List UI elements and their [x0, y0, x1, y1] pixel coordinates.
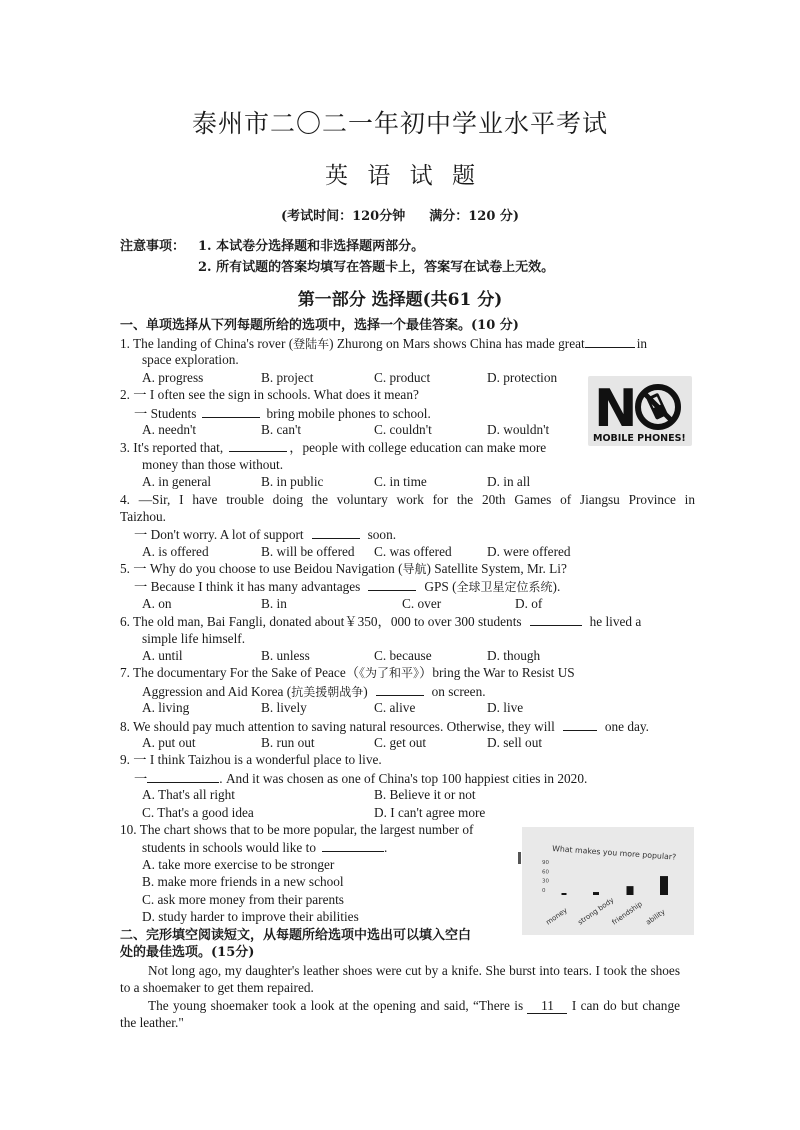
- y-tick-label: 0: [542, 888, 546, 894]
- option-d: D. of: [515, 595, 543, 611]
- option-b: B. run out: [261, 734, 315, 750]
- sign-caption: MOBILE PHONES!: [593, 433, 686, 444]
- option-b: B. make more friends in a new school: [142, 874, 344, 890]
- option-a: A. in general: [142, 474, 212, 490]
- q7-text-b: ）bring the War to Resist US: [419, 665, 575, 681]
- passage-paragraph-2: [120, 997, 680, 1032]
- q6-text-b: he lived a: [589, 614, 642, 630]
- exam-info: [0, 205, 800, 224]
- x-label-money: money: [544, 906, 569, 927]
- question-8: [120, 717, 695, 734]
- popularity-chart: [522, 827, 694, 935]
- option-a: A. needn't: [142, 421, 197, 437]
- answer-blank: [563, 717, 597, 731]
- q3-options: [120, 473, 695, 490]
- option-b: B. can't: [261, 421, 302, 437]
- option-a: A. until: [142, 648, 183, 664]
- p2-text-a: The young shoemaker took a look at the opening and said, “There is: [148, 997, 524, 1013]
- q3-line-2: money than those without.: [142, 456, 284, 472]
- answer-blank: [368, 577, 416, 591]
- section2-heading: [120, 927, 471, 962]
- option-b: B. unless: [261, 648, 310, 664]
- q5-text-b2: GPS (: [424, 579, 457, 595]
- option-c: C. ask more money from their parents: [142, 891, 344, 907]
- option-a: A. put out: [142, 734, 196, 750]
- passage-paragraph-1: Not long ago, my daughter's leather shoes were cut by a knife. She burst into tears. I took the shoes to a shoemaker to get them repaired.: [120, 963, 680, 996]
- cloze-blank-11: 11: [527, 999, 567, 1014]
- answer-blank: [322, 838, 384, 852]
- q10-text-b: .: [383, 840, 388, 856]
- notice-item-2: 2. 所有试题的答案均填写在答题卡上，答案写在试卷上无效。: [198, 260, 555, 275]
- q5-text-cn2: 全球卫星定位系统: [456, 580, 553, 595]
- q1-line-2: space exploration.: [142, 352, 239, 368]
- option-b: B. in public: [261, 474, 324, 490]
- option-d: D. I can't agree more: [374, 804, 486, 820]
- option-c: C. because: [374, 648, 432, 664]
- q1-text-c: in: [636, 336, 648, 351]
- q7-text-c2: on screen.: [431, 683, 486, 699]
- x-label-ability: ability: [644, 907, 667, 927]
- q9-text-a: 一: [134, 770, 148, 786]
- q9-options-row-1: [120, 786, 695, 803]
- notice-label: 注意事项：: [120, 239, 186, 254]
- q10-text-a: students in schools would like to: [142, 840, 316, 856]
- question-4: 4. —Sir, I have trouble doing the voluntary work for the 20th Games of Jiangsu Province in: [120, 491, 695, 507]
- exam-time: (考试时间：120分钟: [280, 209, 406, 224]
- option-a: A. on: [142, 595, 172, 611]
- q1-text-b: ) Zhurong on Mars shows China has made great: [329, 336, 585, 351]
- option-c: C. over: [402, 595, 442, 611]
- exam-subtitle: 英 语 试 题: [325, 163, 475, 189]
- bar-friendship: [627, 886, 634, 895]
- q5-line-2: [120, 577, 695, 594]
- q7-text-cn2: 抗美援朝战争: [291, 684, 364, 699]
- q5-options: [120, 595, 695, 612]
- question-7: [120, 664, 695, 681]
- question-6: [120, 612, 695, 629]
- no-mobile-phone-icon: [588, 376, 692, 446]
- chart-title: What makes you more popular?: [551, 844, 677, 862]
- section1-heading: 一、单项选择从下列每题所给的选项中，选择一个最佳答案。(10 分): [120, 318, 519, 333]
- q7-text-a2: Aggression and Aid Korea (: [142, 683, 292, 699]
- q2-text-a: 一 Students: [134, 405, 197, 421]
- option-c: C. couldn't: [374, 421, 432, 437]
- question-2: 2. 一 I often see the sign in schools. What does it mean?: [120, 387, 419, 403]
- section2-heading-line-1: 二、完形填空阅读短文，从每题所给选项中选出可以填入空白: [120, 928, 472, 943]
- y-tick-label: 90: [542, 860, 549, 866]
- option-c: C. That's a good idea: [142, 804, 254, 820]
- bar-money: [562, 893, 567, 895]
- option-d: D. protection: [487, 369, 558, 385]
- option-b: B. project: [261, 369, 314, 385]
- q7-line-2: [120, 682, 695, 699]
- option-a: A. take more exercise to be stronger: [142, 856, 335, 872]
- option-d: D. though: [487, 648, 541, 664]
- option-b: B. Believe it or not: [374, 787, 476, 803]
- q6-text-a: 6. The old man, Bai Fangli, donated about￥350，000 to over 300 students: [120, 614, 522, 630]
- q4-text-a: 一 Don't worry. A lot of support: [134, 527, 304, 543]
- q5-text-a2: 一 Because I think it has many advantages: [134, 579, 361, 595]
- q8-text-a: 8. We should pay much attention to saving natural resources. Otherwise, they will: [120, 718, 555, 734]
- q7-options: [120, 699, 695, 716]
- x-label-friendship: friendship: [610, 900, 644, 927]
- question-1: [120, 334, 695, 351]
- q1-text-cn: 登陆车: [293, 337, 330, 351]
- answer-blank: [376, 682, 424, 696]
- answer-blank: [202, 404, 260, 418]
- option-a: A. That's all right: [142, 787, 236, 803]
- bar-strong-body: [593, 892, 599, 895]
- q5-text-cn: 导航: [402, 562, 427, 577]
- option-a: A. progress: [142, 369, 204, 385]
- option-c: C. was offered: [374, 543, 452, 559]
- question-9: 9. 一 I think Taizhou is a wonderful place to live.: [120, 752, 382, 768]
- notice-item-1: 1. 本试卷分选择题和非选择题两部分。: [198, 239, 425, 254]
- question-5: [120, 560, 695, 577]
- option-d: D. in all: [487, 474, 531, 490]
- cloze-passage: [120, 962, 680, 1032]
- option-c: C. alive: [374, 700, 416, 716]
- q8-options: [120, 734, 695, 751]
- exam-title: 泰州市二〇二一年初中学业水平考试: [191, 109, 608, 138]
- answer-blank: [229, 438, 287, 452]
- answer-blank: [530, 612, 582, 626]
- q2-text-b: bring mobile phones to school.: [266, 405, 431, 421]
- part1-title: 第一部分 选择题(共61 分): [297, 290, 503, 310]
- option-d: D. were offered: [487, 543, 571, 559]
- option-c: C. product: [374, 369, 431, 385]
- option-b: B. will be offered: [261, 543, 355, 559]
- sign-letter-n: N: [594, 379, 638, 439]
- q7-text-b2: ): [363, 683, 368, 699]
- q4-line-3: [120, 525, 695, 542]
- option-b: B. in: [261, 595, 287, 611]
- notice: [120, 236, 554, 278]
- q7-text-a: 7. The documentary For the Sake of Peace（: [120, 665, 360, 681]
- q6-line-2: simple life himself.: [142, 630, 246, 646]
- p2-text-b: I can do but change the leather.": [120, 997, 680, 1031]
- q9-line-2: [120, 769, 695, 786]
- q9-text-b: . And it was chosen as one of China's top 100 happiest cities in 2020.: [219, 770, 588, 786]
- q5-text-c2: ).: [552, 579, 561, 595]
- option-b: B. lively: [261, 700, 307, 716]
- q5-text-b: ) Satellite System, Mr. Li?: [426, 561, 567, 577]
- answer-blank: [585, 334, 635, 348]
- bar-ability: [660, 876, 668, 895]
- q9-options-row-2: [120, 804, 695, 821]
- question-10: 10. The chart shows that to be more popular, the largest number of: [120, 821, 474, 837]
- q3-text-b: ，people with college education can make more: [289, 440, 547, 456]
- q4-options: [120, 543, 695, 560]
- option-c: C. get out: [374, 734, 427, 750]
- q6-options: [120, 647, 695, 664]
- full-score: 满分：120 分): [429, 209, 520, 224]
- answer-blank: [312, 525, 360, 539]
- y-tick-label: 60: [542, 869, 549, 876]
- option-d: D. wouldn't: [487, 421, 550, 437]
- option-a: A. is offered: [142, 543, 209, 559]
- option-d: D. sell out: [487, 734, 543, 750]
- q4-text-b: soon.: [367, 527, 397, 543]
- option-a: A. living: [142, 700, 190, 716]
- option-d: D. live: [487, 700, 524, 716]
- x-label-strong-body: strong body: [576, 896, 616, 927]
- q4-line-2: Taizhou.: [120, 508, 166, 524]
- q1-text-a: 1. The landing of China's rover (: [120, 336, 294, 351]
- q5-text-a: 5. 一 Why do you choose to use Beidou Navigation (: [120, 561, 403, 577]
- option-d: D. study harder to improve their abilities: [142, 908, 359, 924]
- y-tick-label: 30: [542, 878, 549, 885]
- section2-heading-line-2: 处的最佳选项。(15分): [120, 945, 255, 961]
- q7-text-cn: 《为了和平》: [359, 666, 420, 681]
- q8-text-b: one day.: [604, 718, 649, 734]
- image-edge-mark: [518, 852, 521, 864]
- option-c: C. in time: [374, 474, 427, 490]
- chart-svg: [522, 827, 694, 935]
- q3-text-a: 3. It's reported that,: [120, 440, 224, 456]
- no-mobile-phones-sign: [588, 376, 692, 446]
- answer-blank: [147, 769, 219, 783]
